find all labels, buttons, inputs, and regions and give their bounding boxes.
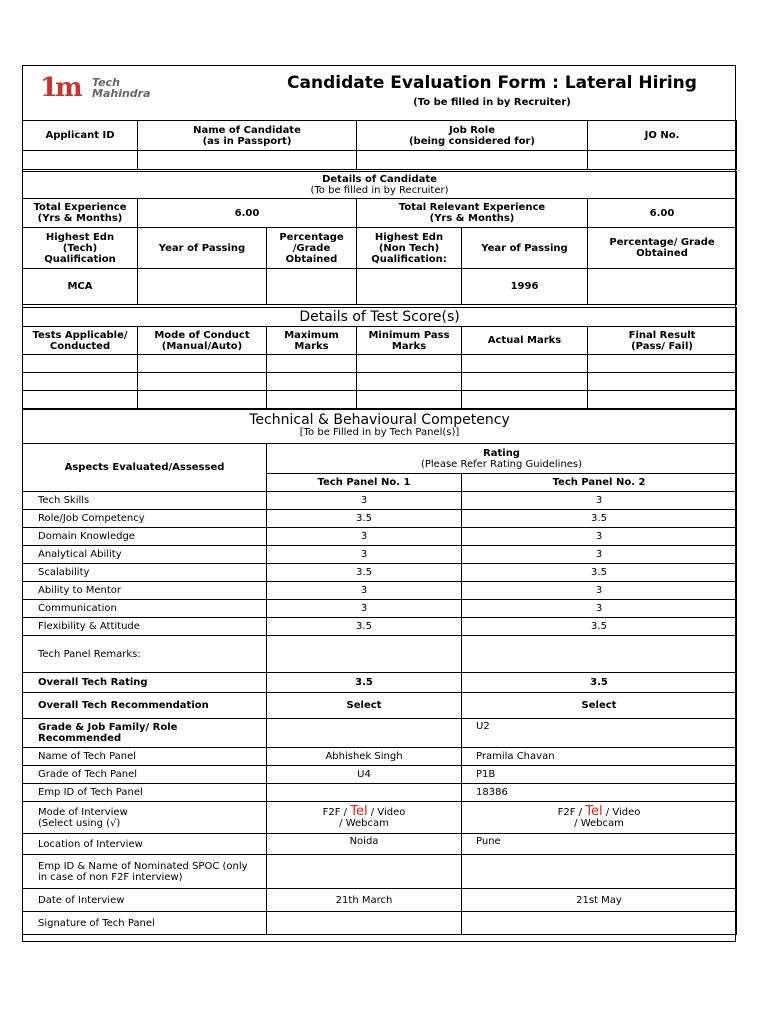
job-role-value[interactable] [357, 151, 588, 170]
spoc-label: Emp ID & Name of Nominated SPOC (only in case of non F2F interview) [23, 855, 267, 889]
table-row [23, 391, 737, 409]
applicant-id-value[interactable] [23, 151, 138, 170]
grade-panel-1[interactable] [267, 719, 462, 748]
nontech-qualification-value[interactable] [357, 269, 462, 305]
overall-rating-panel-1[interactable]: 3.5 [267, 673, 462, 693]
table-row [23, 355, 737, 373]
candidate-name-label: Name of Candidate (as in Passport) [138, 121, 357, 151]
test-scores-table [22, 307, 737, 409]
overall-rating-panel-2[interactable]: 3.5 [462, 673, 737, 693]
tech-panel-emp-id-label: Emp ID of Tech Panel [23, 784, 267, 802]
highest-edn-nontech-label: Highest Edn (Non Tech) Qualification: [357, 228, 462, 269]
tests-applicable-label: Tests Applicable/ Conducted [23, 327, 138, 355]
candidate-details-heading: Details of Candidate (To be filled in by Recruiter) [23, 172, 737, 199]
highest-edn-tech-label: Highest Edn (Tech) Qualification [23, 228, 138, 269]
table-row: Scalability 3.5 3.5 [23, 564, 737, 582]
mode-of-interview-panel-2[interactable]: F2F / Tel / Video / Webcam [462, 802, 737, 834]
tech-percentage-value[interactable] [267, 269, 357, 305]
table-row [23, 373, 737, 391]
jo-number-value[interactable] [588, 151, 737, 170]
final-result-label: Final Result (Pass/ Fail) [588, 327, 737, 355]
remarks-panel-2[interactable] [462, 636, 737, 673]
competency-heading: Technical & Behavioural Competency [To be Filled in by Tech Panel(s)] [23, 410, 737, 444]
tech-mahindra-logo: 1m Tech Mahindra [40, 73, 151, 103]
form-title: Candidate Evaluation Form : Lateral Hiring [287, 73, 697, 93]
percentage-grade-nontech-label: Percentage/ Grade Obtained [588, 228, 737, 269]
location-panel-2[interactable]: Pune [462, 834, 737, 855]
tech-panel-name-label: Name of Tech Panel [23, 748, 267, 766]
tech-panel-name-1[interactable]: Abhishek Singh [267, 748, 462, 766]
relevant-experience-value[interactable]: 6.00 [588, 199, 737, 228]
signature-label: Signature of Tech Panel [23, 912, 267, 935]
tech-panel-remarks-label: Tech Panel Remarks: [23, 636, 267, 673]
grade-job-family-label: Grade & Job Family/ Role Recommended [23, 719, 267, 748]
percentage-grade-label: Percentage /Grade Obtained [267, 228, 357, 269]
date-of-interview-label: Date of Interview [23, 889, 267, 912]
overall-tech-rating-label: Overall Tech Rating [23, 673, 267, 693]
grade-panel-2[interactable]: U2 [462, 719, 737, 748]
maximum-marks-label: Maximum Marks [267, 327, 357, 355]
tech-panel-grade-label: Grade of Tech Panel [23, 766, 267, 784]
minimum-pass-marks-label: Minimum Pass Marks [357, 327, 462, 355]
tech-year-value[interactable] [138, 269, 267, 305]
mode-of-interview-label: Mode of Interview (Select using (√) [23, 802, 267, 834]
applicant-table [22, 120, 737, 170]
total-experience-label: Total Experience (Yrs & Months) [23, 199, 138, 228]
tech-panel-grade-2[interactable]: P1B [462, 766, 737, 784]
spoc-panel-2[interactable] [462, 855, 737, 889]
form-header [22, 65, 736, 120]
tech-panel-emp-id-1[interactable] [267, 784, 462, 802]
logo-mark-icon: 1m [40, 73, 80, 103]
tech-panel-2-label: Tech Panel No. 2 [462, 474, 737, 492]
actual-marks-label: Actual Marks [462, 327, 588, 355]
mode-of-interview-panel-1[interactable]: F2F / Tel / Video / Webcam [267, 802, 462, 834]
signature-panel-2[interactable] [462, 912, 737, 935]
aspects-evaluated-label: Aspects Evaluated/Assessed [23, 444, 267, 492]
job-role-label: Job Role (being considered for) [357, 121, 588, 151]
tech-panel-grade-1[interactable]: U4 [267, 766, 462, 784]
jo-number-label: JO No. [588, 121, 737, 151]
applicant-id-label: Applicant ID [23, 121, 138, 151]
relevant-experience-label: Total Relevant Experience (Yrs & Months) [357, 199, 588, 228]
recommendation-select-panel-2[interactable]: Select [462, 693, 737, 719]
table-row: Communication 3 3 [23, 600, 737, 618]
table-row: Role/Job Competency 3.5 3.5 [23, 510, 737, 528]
competency-table [22, 409, 737, 935]
year-of-passing-nontech-label: Year of Passing [462, 228, 588, 269]
table-row: Domain Knowledge 3 3 [23, 528, 737, 546]
total-experience-value[interactable]: 6.00 [138, 199, 357, 228]
signature-panel-1[interactable] [267, 912, 462, 935]
date-panel-2[interactable]: 21st May [462, 889, 737, 912]
location-panel-1[interactable]: Noida [267, 834, 462, 855]
table-row: Analytical Ability 3 3 [23, 546, 737, 564]
remarks-panel-1[interactable] [267, 636, 462, 673]
table-row: Ability to Mentor 3 3 [23, 582, 737, 600]
tech-panel-emp-id-2[interactable]: 18386 [462, 784, 737, 802]
table-row: Tech Skills 3 3 [23, 492, 737, 510]
location-of-interview-label: Location of Interview [23, 834, 267, 855]
test-scores-heading: Details of Test Score(s) [23, 308, 737, 327]
form-subtitle: (To be filled in by Recruiter) [413, 97, 571, 108]
tech-qualification-value[interactable]: MCA [23, 269, 138, 305]
nontech-year-value[interactable]: 1996 [462, 269, 588, 305]
rating-label: Rating (Please Refer Rating Guidelines) [267, 444, 737, 474]
year-of-passing-label: Year of Passing [138, 228, 267, 269]
overall-recommendation-label: Overall Tech Recommendation [23, 693, 267, 719]
candidate-name-value[interactable] [138, 151, 357, 170]
recommendation-select-panel-1[interactable]: Select [267, 693, 462, 719]
candidate-details-table [22, 171, 737, 305]
tech-panel-name-2[interactable]: Pramila Chavan [462, 748, 737, 766]
nontech-percentage-value[interactable] [588, 269, 737, 305]
spoc-panel-1[interactable] [267, 855, 462, 889]
table-row: Flexibility & Attitude 3.5 3.5 [23, 618, 737, 636]
mode-of-conduct-label: Mode of Conduct (Manual/Auto) [138, 327, 267, 355]
tech-panel-1-label: Tech Panel No. 1 [267, 474, 462, 492]
date-panel-1[interactable]: 21th March [267, 889, 462, 912]
